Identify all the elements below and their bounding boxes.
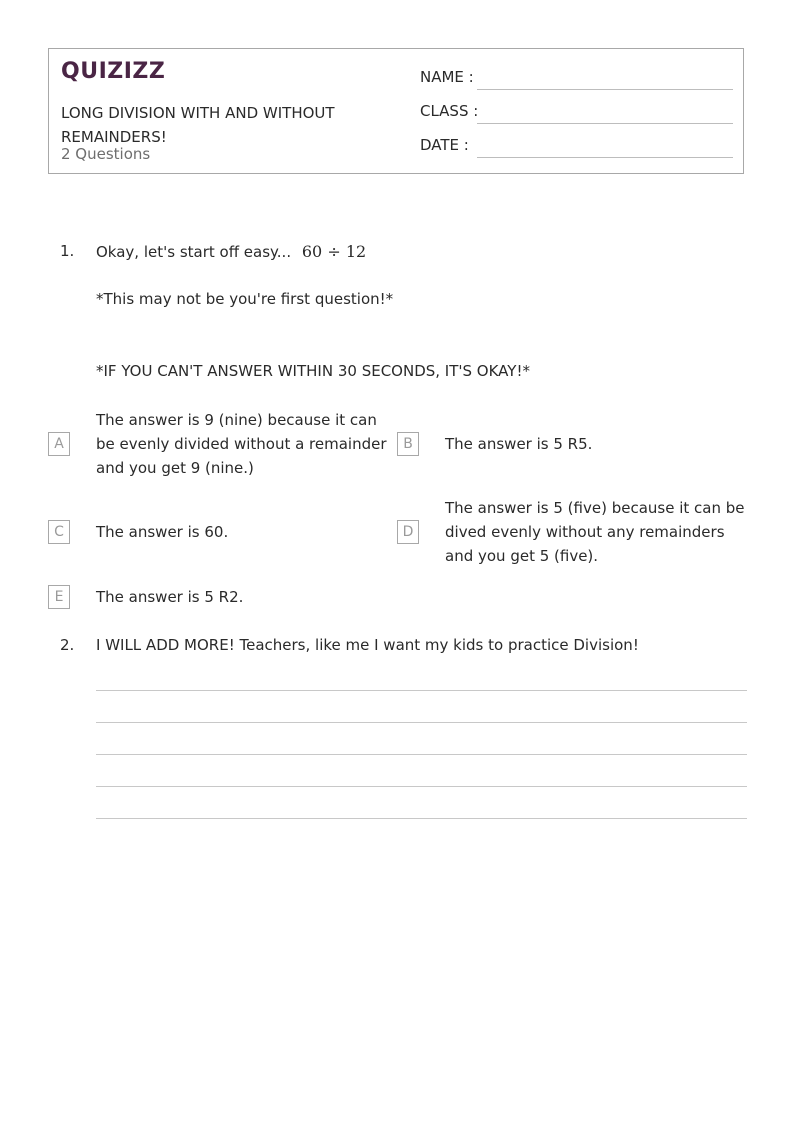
option-b-box[interactable]: B	[397, 432, 419, 456]
answer-line[interactable]	[96, 690, 747, 691]
worksheet-title: LONG DIVISION WITH AND WITHOUT REMAINDERS!	[61, 104, 335, 146]
answer-line[interactable]	[96, 818, 747, 819]
class-field[interactable]	[420, 102, 733, 126]
option-a-box[interactable]: A	[48, 432, 70, 456]
option-d-box[interactable]: D	[397, 520, 419, 544]
option-b-text: The answer is 5 R5.	[445, 435, 593, 453]
question-count: 2 Questions	[61, 145, 151, 163]
option-c-text: The answer is 60.	[96, 523, 229, 541]
answer-line[interactable]	[96, 786, 747, 787]
question-1-line-1: Okay, let's start off easy...	[96, 243, 292, 261]
question-1-text	[96, 242, 366, 261]
date-label: DATE :	[420, 136, 469, 154]
question-1-line-2: *This may not be you're first question!*	[96, 290, 394, 308]
answer-line[interactable]	[96, 722, 747, 723]
question-2-number: 2.	[60, 636, 75, 654]
name-field[interactable]	[420, 68, 733, 92]
question-1-math: 60 ÷ 12	[301, 242, 367, 261]
class-label: CLASS :	[420, 102, 479, 120]
name-line[interactable]	[477, 89, 733, 90]
answer-line[interactable]	[96, 754, 747, 755]
class-line[interactable]	[477, 123, 733, 124]
option-e-box[interactable]: E	[48, 585, 70, 609]
quizizz-logo: QUIZIZZ	[61, 59, 166, 84]
option-a-text: The answer is 9 (nine) because it can be evenly divided without a remainder and you get 9 (nine.)	[96, 411, 387, 477]
option-e-text: The answer is 5 R2.	[96, 588, 244, 606]
question-2-text: I WILL ADD MORE! Teachers, like me I want my kids to practice Division!	[96, 636, 639, 654]
date-field[interactable]	[420, 136, 733, 160]
option-c-box[interactable]: C	[48, 520, 70, 544]
name-label: NAME :	[420, 68, 474, 86]
option-d-text: The answer is 5 (five) because it can be dived evenly without any remainders and you get 5 (five).	[445, 499, 745, 565]
question-1-line-3: *IF YOU CAN'T ANSWER WITHIN 30 SECONDS, IT'S OKAY!*	[96, 362, 530, 380]
date-line[interactable]	[477, 157, 733, 158]
worksheet-header	[48, 48, 744, 174]
question-1-number: 1.	[60, 242, 75, 260]
